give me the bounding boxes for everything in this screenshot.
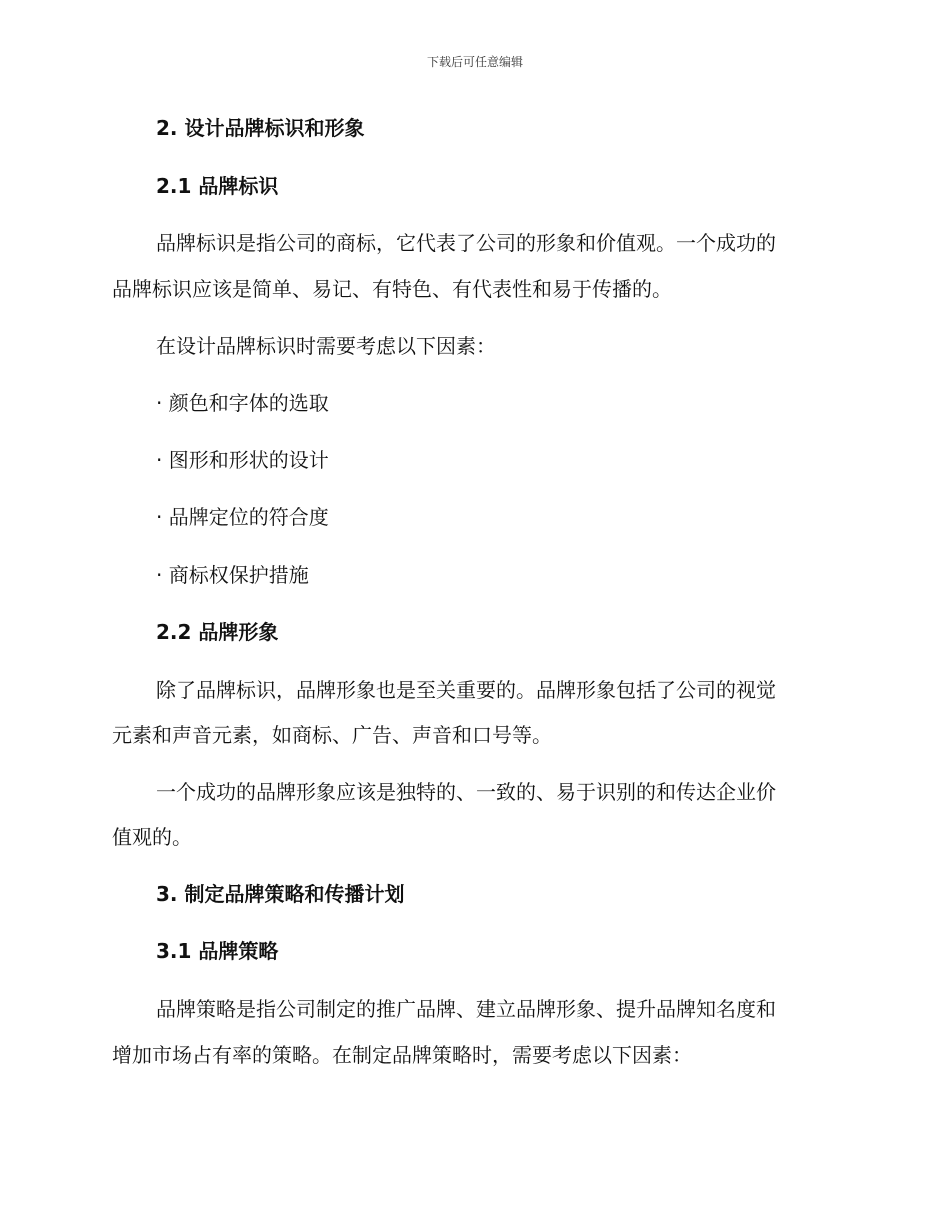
bullet-item-3: · 品牌定位的符合度 <box>156 505 329 529</box>
section-heading-3: 3. 制定品牌策略和传播计划 <box>156 882 405 906</box>
paragraph-3-line-2: 元素和声音元素，如商标、广告、声音和口号等。 <box>112 723 552 747</box>
paragraph-2: 在设计品牌标识时需要考虑以下因素： <box>156 334 496 358</box>
bullet-item-4: · 商标权保护措施 <box>156 563 309 587</box>
paragraph-3-line-1: 除了品牌标识，品牌形象也是至关重要的。品牌形象包括了公司的视觉 <box>156 678 776 702</box>
paragraph-5-line-1: 品牌策略是指公司制定的推广品牌、建立品牌形象、提升品牌知名度和 <box>156 997 776 1021</box>
paragraph-1-line-1: 品牌标识是指公司的商标，它代表了公司的形象和价值观。一个成功的 <box>156 231 776 255</box>
paragraph-1-line-2: 品牌标识应该是简单、易记、有特色、有代表性和易于传播的。 <box>112 277 672 301</box>
bullet-item-1: · 颜色和字体的选取 <box>156 391 329 415</box>
bullet-item-2: · 图形和形状的设计 <box>156 448 329 472</box>
paragraph-4-line-1: 一个成功的品牌形象应该是独特的、一致的、易于识别的和传达企业价 <box>156 780 776 804</box>
section-heading-2: 2. 设计品牌标识和形象 <box>156 116 365 140</box>
paragraph-4-line-2: 值观的。 <box>112 825 192 849</box>
paragraph-5-line-2: 增加市场占有率的策略。在制定品牌策略时，需要考虑以下因素： <box>112 1043 692 1067</box>
subsection-heading-3-1: 3.1 品牌策略 <box>156 939 279 963</box>
subsection-heading-2-2: 2.2 品牌形象 <box>156 620 279 644</box>
subsection-heading-2-1: 2.1 品牌标识 <box>156 174 279 198</box>
page-header: 下载后可任意编辑 <box>426 55 523 69</box>
